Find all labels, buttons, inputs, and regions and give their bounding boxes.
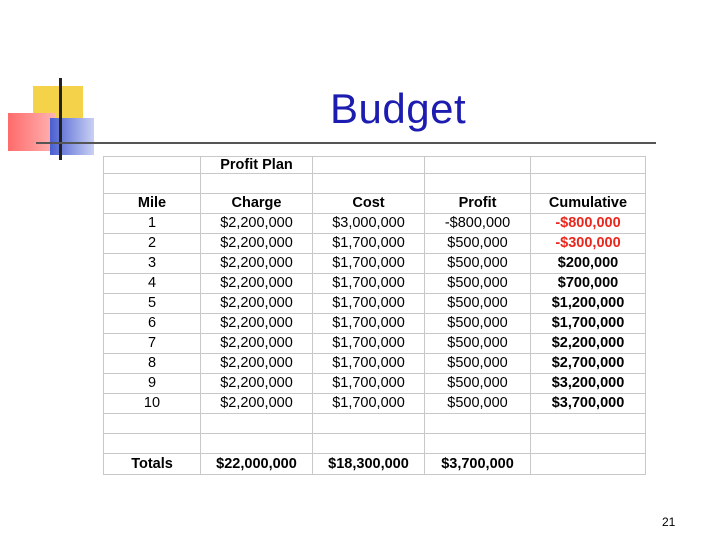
cell-cost: $1,700,000 [313,234,425,254]
table-row [104,294,646,314]
cell-cumulative: $200,000 [531,254,646,274]
col-header-cumulative: Cumulative [531,194,646,214]
cell-charge: $2,200,000 [201,254,313,274]
cell-cumulative: $700,000 [531,274,646,294]
table-row [104,354,646,374]
decor-blue-square [50,118,94,155]
header-row [104,194,646,214]
cell-profit: $500,000 [425,294,531,314]
cell-profit: $500,000 [425,334,531,354]
cell-profit: $500,000 [425,314,531,334]
cell-charge: $2,200,000 [201,394,313,414]
cell-charge: $2,200,000 [201,214,313,234]
cell-mile: 7 [104,334,201,354]
cell-charge: $2,200,000 [201,314,313,334]
col-header-mile: Mile [104,194,201,214]
page-number: 21 [662,515,676,529]
cell-charge: $2,200,000 [201,374,313,394]
cell-mile: 2 [104,234,201,254]
cell-mile: 1 [104,214,201,234]
cell-charge: $2,200,000 [201,294,313,314]
cell-cost: $1,700,000 [313,334,425,354]
cell-cumulative: $3,700,000 [531,394,646,414]
cell-profit: $500,000 [425,354,531,374]
cell-charge: $2,200,000 [201,334,313,354]
profit-plan-table [103,156,646,475]
decor-vertical-line [59,78,62,160]
totals-row [104,454,646,475]
table-row [104,334,646,354]
cell-profit: $500,000 [425,274,531,294]
cell-profit: $500,000 [425,254,531,274]
total-cost: $18,300,000 [313,454,425,475]
slide-title: Budget [330,85,467,132]
cell-cost: $1,700,000 [313,274,425,294]
cell-mile: 3 [104,254,201,274]
total-profit: $3,700,000 [425,454,531,475]
totals-label: Totals [104,454,201,475]
col-header-profit: Profit [425,194,531,214]
cell-cost: $1,700,000 [313,394,425,414]
cell-cumulative: $1,200,000 [531,294,646,314]
table-row [104,434,646,454]
cell-cumulative: $2,700,000 [531,354,646,374]
cell-cost: $3,000,000 [313,214,425,234]
cell-cost: $1,700,000 [313,254,425,274]
cell-charge: $2,200,000 [201,274,313,294]
total-charge: $22,000,000 [201,454,313,475]
cell-mile: 4 [104,274,201,294]
cell-cost: $1,700,000 [313,294,425,314]
cell-cost: $1,700,000 [313,354,425,374]
table-row [104,314,646,334]
table-row [104,274,646,294]
cell-profit: -$800,000 [425,214,531,234]
cell-mile: 5 [104,294,201,314]
col-header-charge: Charge [201,194,313,214]
cell-profit: $500,000 [425,394,531,414]
cell-profit: $500,000 [425,234,531,254]
cell-cost: $1,700,000 [313,374,425,394]
cell-mile: 6 [104,314,201,334]
decor-red-square [8,113,55,151]
cell-charge: $2,200,000 [201,354,313,374]
cell-mile: 8 [104,354,201,374]
cell-mile: 10 [104,394,201,414]
table-row [104,234,646,254]
plan-title: Profit Plan [201,157,313,174]
table-row [104,174,646,194]
cell-cumulative: -$800,000 [531,214,646,234]
title-underline [36,142,656,144]
table-row [104,414,646,434]
total-cumulative [531,454,646,475]
cell-mile: 9 [104,374,201,394]
table-row [104,157,646,174]
cell-cumulative: $1,700,000 [531,314,646,334]
cell-cumulative: -$300,000 [531,234,646,254]
cell-cost: $1,700,000 [313,314,425,334]
table-row [104,254,646,274]
cell-cumulative: $3,200,000 [531,374,646,394]
table-row [104,394,646,414]
cell-charge: $2,200,000 [201,234,313,254]
col-header-cost: Cost [313,194,425,214]
table-row [104,374,646,394]
table-row [104,214,646,234]
cell-cumulative: $2,200,000 [531,334,646,354]
cell-profit: $500,000 [425,374,531,394]
